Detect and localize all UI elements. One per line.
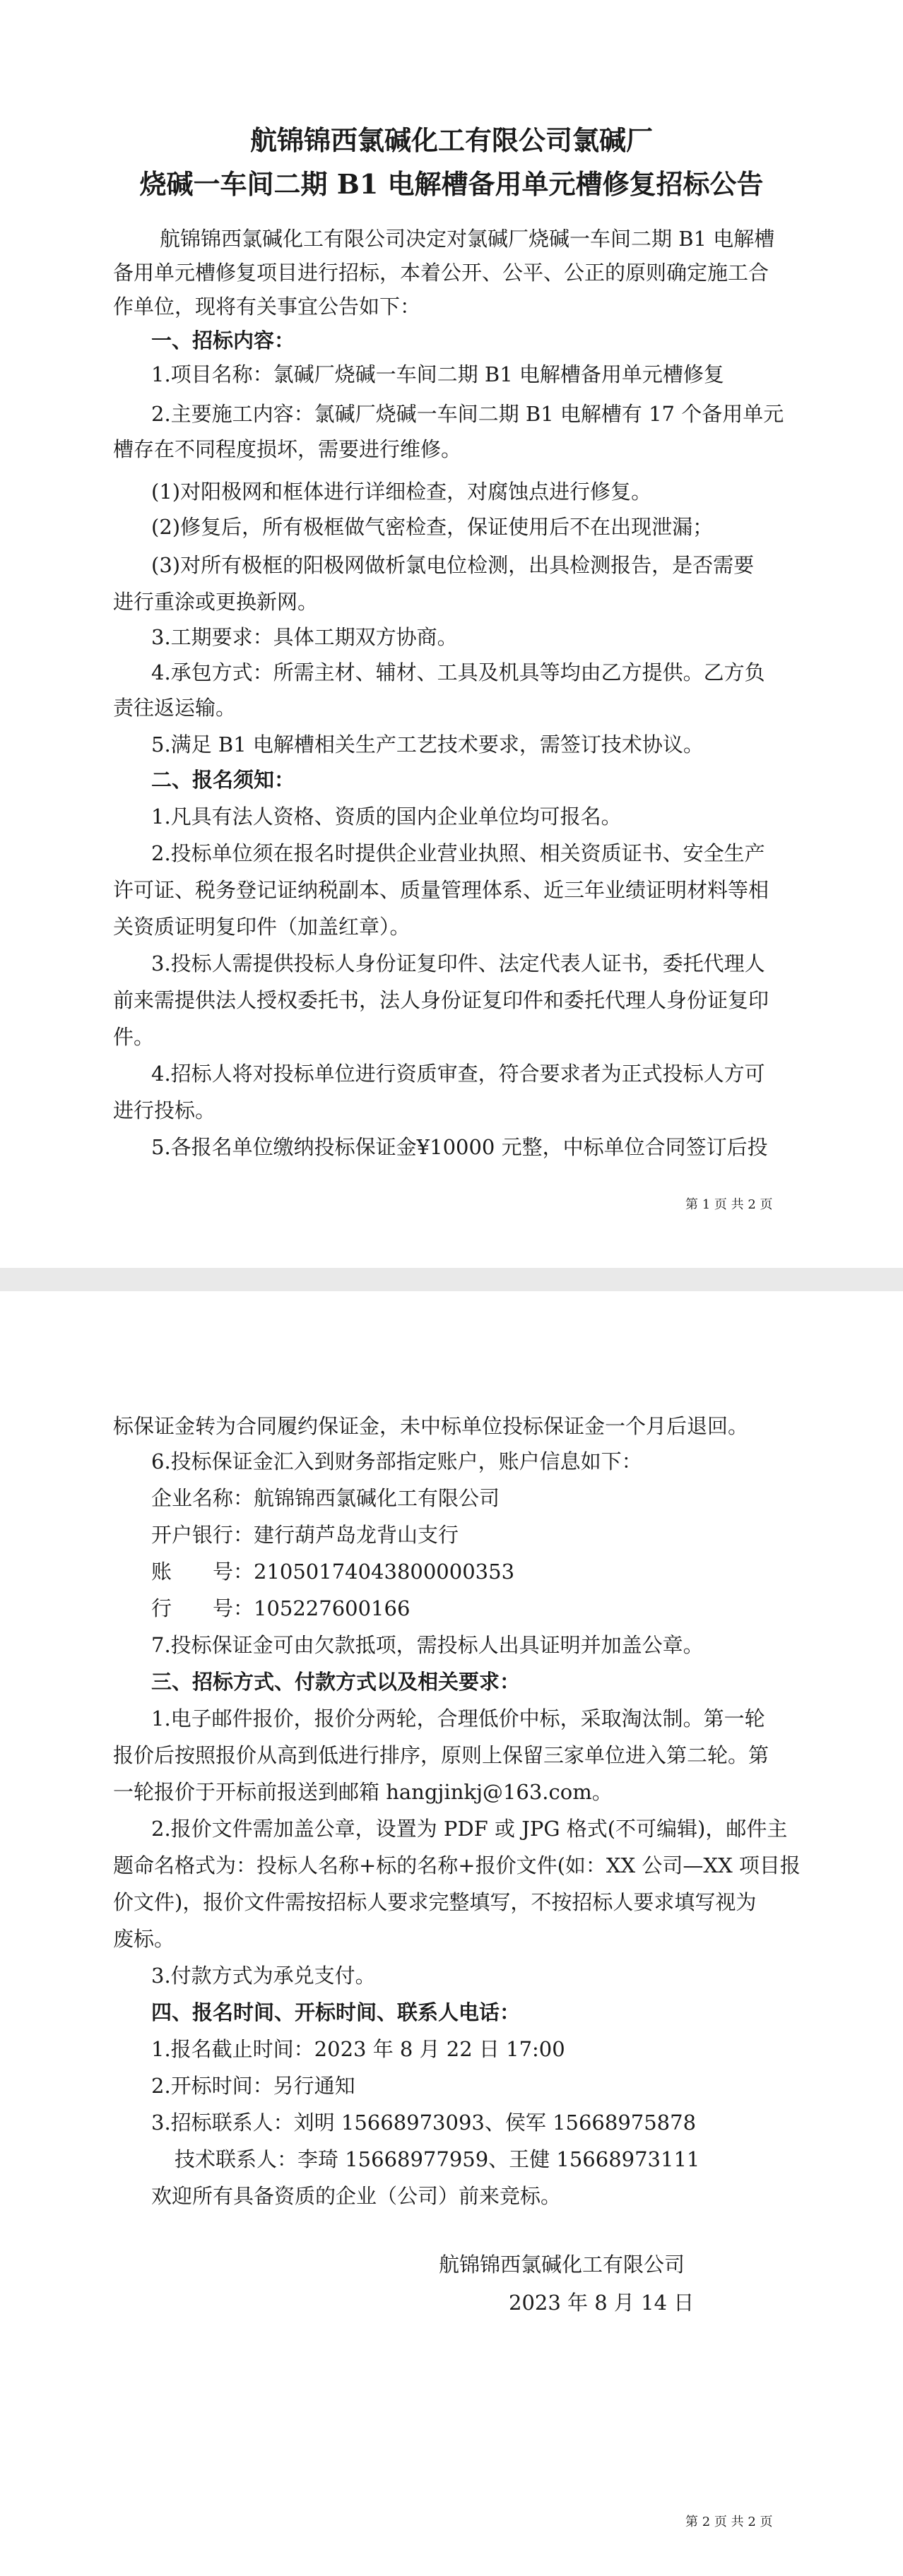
body-line: 责往返运输。 bbox=[113, 696, 237, 720]
section-heading: 四、报名时间、开标时间、联系人电话： bbox=[151, 2000, 521, 2024]
body-line: 1.电子邮件报价，报价分两轮，合理低价中标，采取淘汰制。第一轮 bbox=[151, 1707, 765, 1731]
body-line: 备用单元槽修复项目进行招标，本着公开、公平、公正的原则确定施工合 bbox=[113, 261, 769, 285]
body-line: (1)对阳极网和框体进行详细检查，对腐蚀点进行修复。 bbox=[151, 480, 652, 504]
body-line: 件。 bbox=[113, 1025, 155, 1049]
body-line: 进行投标。 bbox=[113, 1098, 216, 1122]
body-line: 1.项目名称：氯碱厂烧碱一车间二期 B1 电解槽备用单元槽修复 bbox=[151, 362, 724, 386]
body-line: (3)对所有极框的阳极网做析氯电位检测，出具检测报告，是否需要 bbox=[151, 553, 755, 577]
signature-company: 航锦锦西氯碱化工有限公司 bbox=[439, 2252, 685, 2277]
body-line: 4.承包方式：所需主材、辅材、工具及机具等均由乙方提供。乙方负 bbox=[151, 660, 765, 684]
body-line: 航锦锦西氯碱化工有限公司决定对氯碱厂烧碱一车间二期 B1 电解槽 bbox=[160, 227, 775, 251]
document-page-1 bbox=[0, 0, 903, 1268]
bank-code: 行 号：105227600166 bbox=[151, 1596, 411, 1620]
body-line: 前来需提供法人授权委托书，法人身份证复印件和委托代理人身份证复印 bbox=[113, 988, 769, 1012]
body-line: 5.各报名单位缴纳投标保证金¥10000 元整，中标单位合同签订后投 bbox=[151, 1135, 768, 1159]
body-line: 4.招标人将对投标单位进行资质审查，符合要求者为正式投标人方可 bbox=[151, 1062, 765, 1086]
body-line: 许可证、税务登记证纳税副本、质量管理体系、近三年业绩证明材料等相 bbox=[113, 878, 769, 902]
body-line: 6.投标保证金汇入到财务部指定账户，账户信息如下： bbox=[151, 1449, 642, 1473]
document-title-line-2: 烧碱一车间二期 B1 电解槽备用单元槽修复招标公告 bbox=[139, 168, 764, 200]
document-page-2 bbox=[0, 1291, 903, 2576]
body-line: 2.报价文件需加盖公章，设置为 PDF 或 JPG 格式(不可编辑)，邮件主 bbox=[151, 1817, 788, 1841]
document-title-line-1: 航锦锦西氯碱化工有限公司氯碱厂 bbox=[249, 124, 653, 156]
body-line: 关资质证明复印件（加盖红章）。 bbox=[113, 915, 411, 939]
page-number: 第 1 页 共 2 页 bbox=[685, 1197, 773, 1212]
section-heading: 三、招标方式、付款方式以及相关要求： bbox=[151, 1670, 521, 1694]
account-bank: 开户银行：建行葫芦岛龙背山支行 bbox=[151, 1523, 459, 1547]
body-line: 3.投标人需提供投标人身份证复印件、法定代表人证书，委托代理人 bbox=[151, 951, 765, 975]
body-line: 价文件)，报价文件需按招标人要求完整填写，不按招标人要求填写视为 bbox=[113, 1890, 757, 1914]
body-line: 题命名格式为：投标人名称+标的名称+报价文件(如：XX 公司—XX 项目报 bbox=[113, 1853, 801, 1877]
body-line: 1.报名截止时间：2023 年 8 月 22 日 17:00 bbox=[151, 2037, 565, 2061]
body-line: 欢迎所有具备资质的企业（公司）前来竞标。 bbox=[151, 2184, 562, 2208]
body-line: 标保证金转为合同履约保证金，未中标单位投标保证金一个月后退回。 bbox=[113, 1414, 749, 1438]
body-line: 进行重涂或更换新网。 bbox=[113, 590, 319, 614]
body-line: 废标。 bbox=[113, 1927, 175, 1951]
contact-line: 技术联系人：李琦 15668977959、王健 15668973111 bbox=[175, 2147, 700, 2171]
contact-line: 3.招标联系人：刘明 15668973093、侯军 15668975878 bbox=[151, 2111, 697, 2135]
account-company-name: 企业名称：航锦锦西氯碱化工有限公司 bbox=[151, 1486, 500, 1510]
body-line: 2.投标单位须在报名时提供企业营业执照、相关资质证书、安全生产 bbox=[151, 841, 765, 865]
body-line: 槽存在不同程度损坏，需要进行维修。 bbox=[113, 437, 462, 461]
body-line: 报价后按照报价从高到低进行排序，原则上保留三家单位进入第二轮。第 bbox=[113, 1743, 769, 1767]
section-heading: 一、招标内容： bbox=[151, 328, 295, 352]
section-heading: 二、报名须知： bbox=[151, 768, 295, 792]
body-line: 3.工期要求：具体工期双方协商。 bbox=[151, 625, 458, 649]
body-line: 一轮报价于开标前报送到邮箱 hangjinkj@163.com。 bbox=[113, 1780, 613, 1804]
body-line: 1.凡具有法人资格、资质的国内企业单位均可报名。 bbox=[151, 805, 622, 829]
body-line: 2.主要施工内容：氯碱厂烧碱一车间二期 B1 电解槽有 17 个备用单元 bbox=[151, 402, 784, 426]
body-line: 2.开标时间：另行通知 bbox=[151, 2074, 355, 2098]
body-line: 7.投标保证金可由欠款抵项，需投标人出具证明并加盖公章。 bbox=[151, 1633, 704, 1657]
body-line: (2)修复后，所有极框做气密检查，保证使用后不在出现泄漏； bbox=[151, 515, 714, 539]
body-line: 3.付款方式为承兑支付。 bbox=[151, 1964, 376, 1988]
account-number: 账 号：21050174043800000353 bbox=[151, 1560, 515, 1584]
signature-date: 2023 年 8 月 14 日 bbox=[509, 2291, 695, 2315]
body-line: 作单位，现将有关事宜公告如下： bbox=[113, 295, 421, 319]
body-line: 5.满足 B1 电解槽相关生产工艺技术要求，需签订技术协议。 bbox=[151, 732, 704, 756]
page-number: 第 2 页 共 2 页 bbox=[685, 2515, 773, 2529]
